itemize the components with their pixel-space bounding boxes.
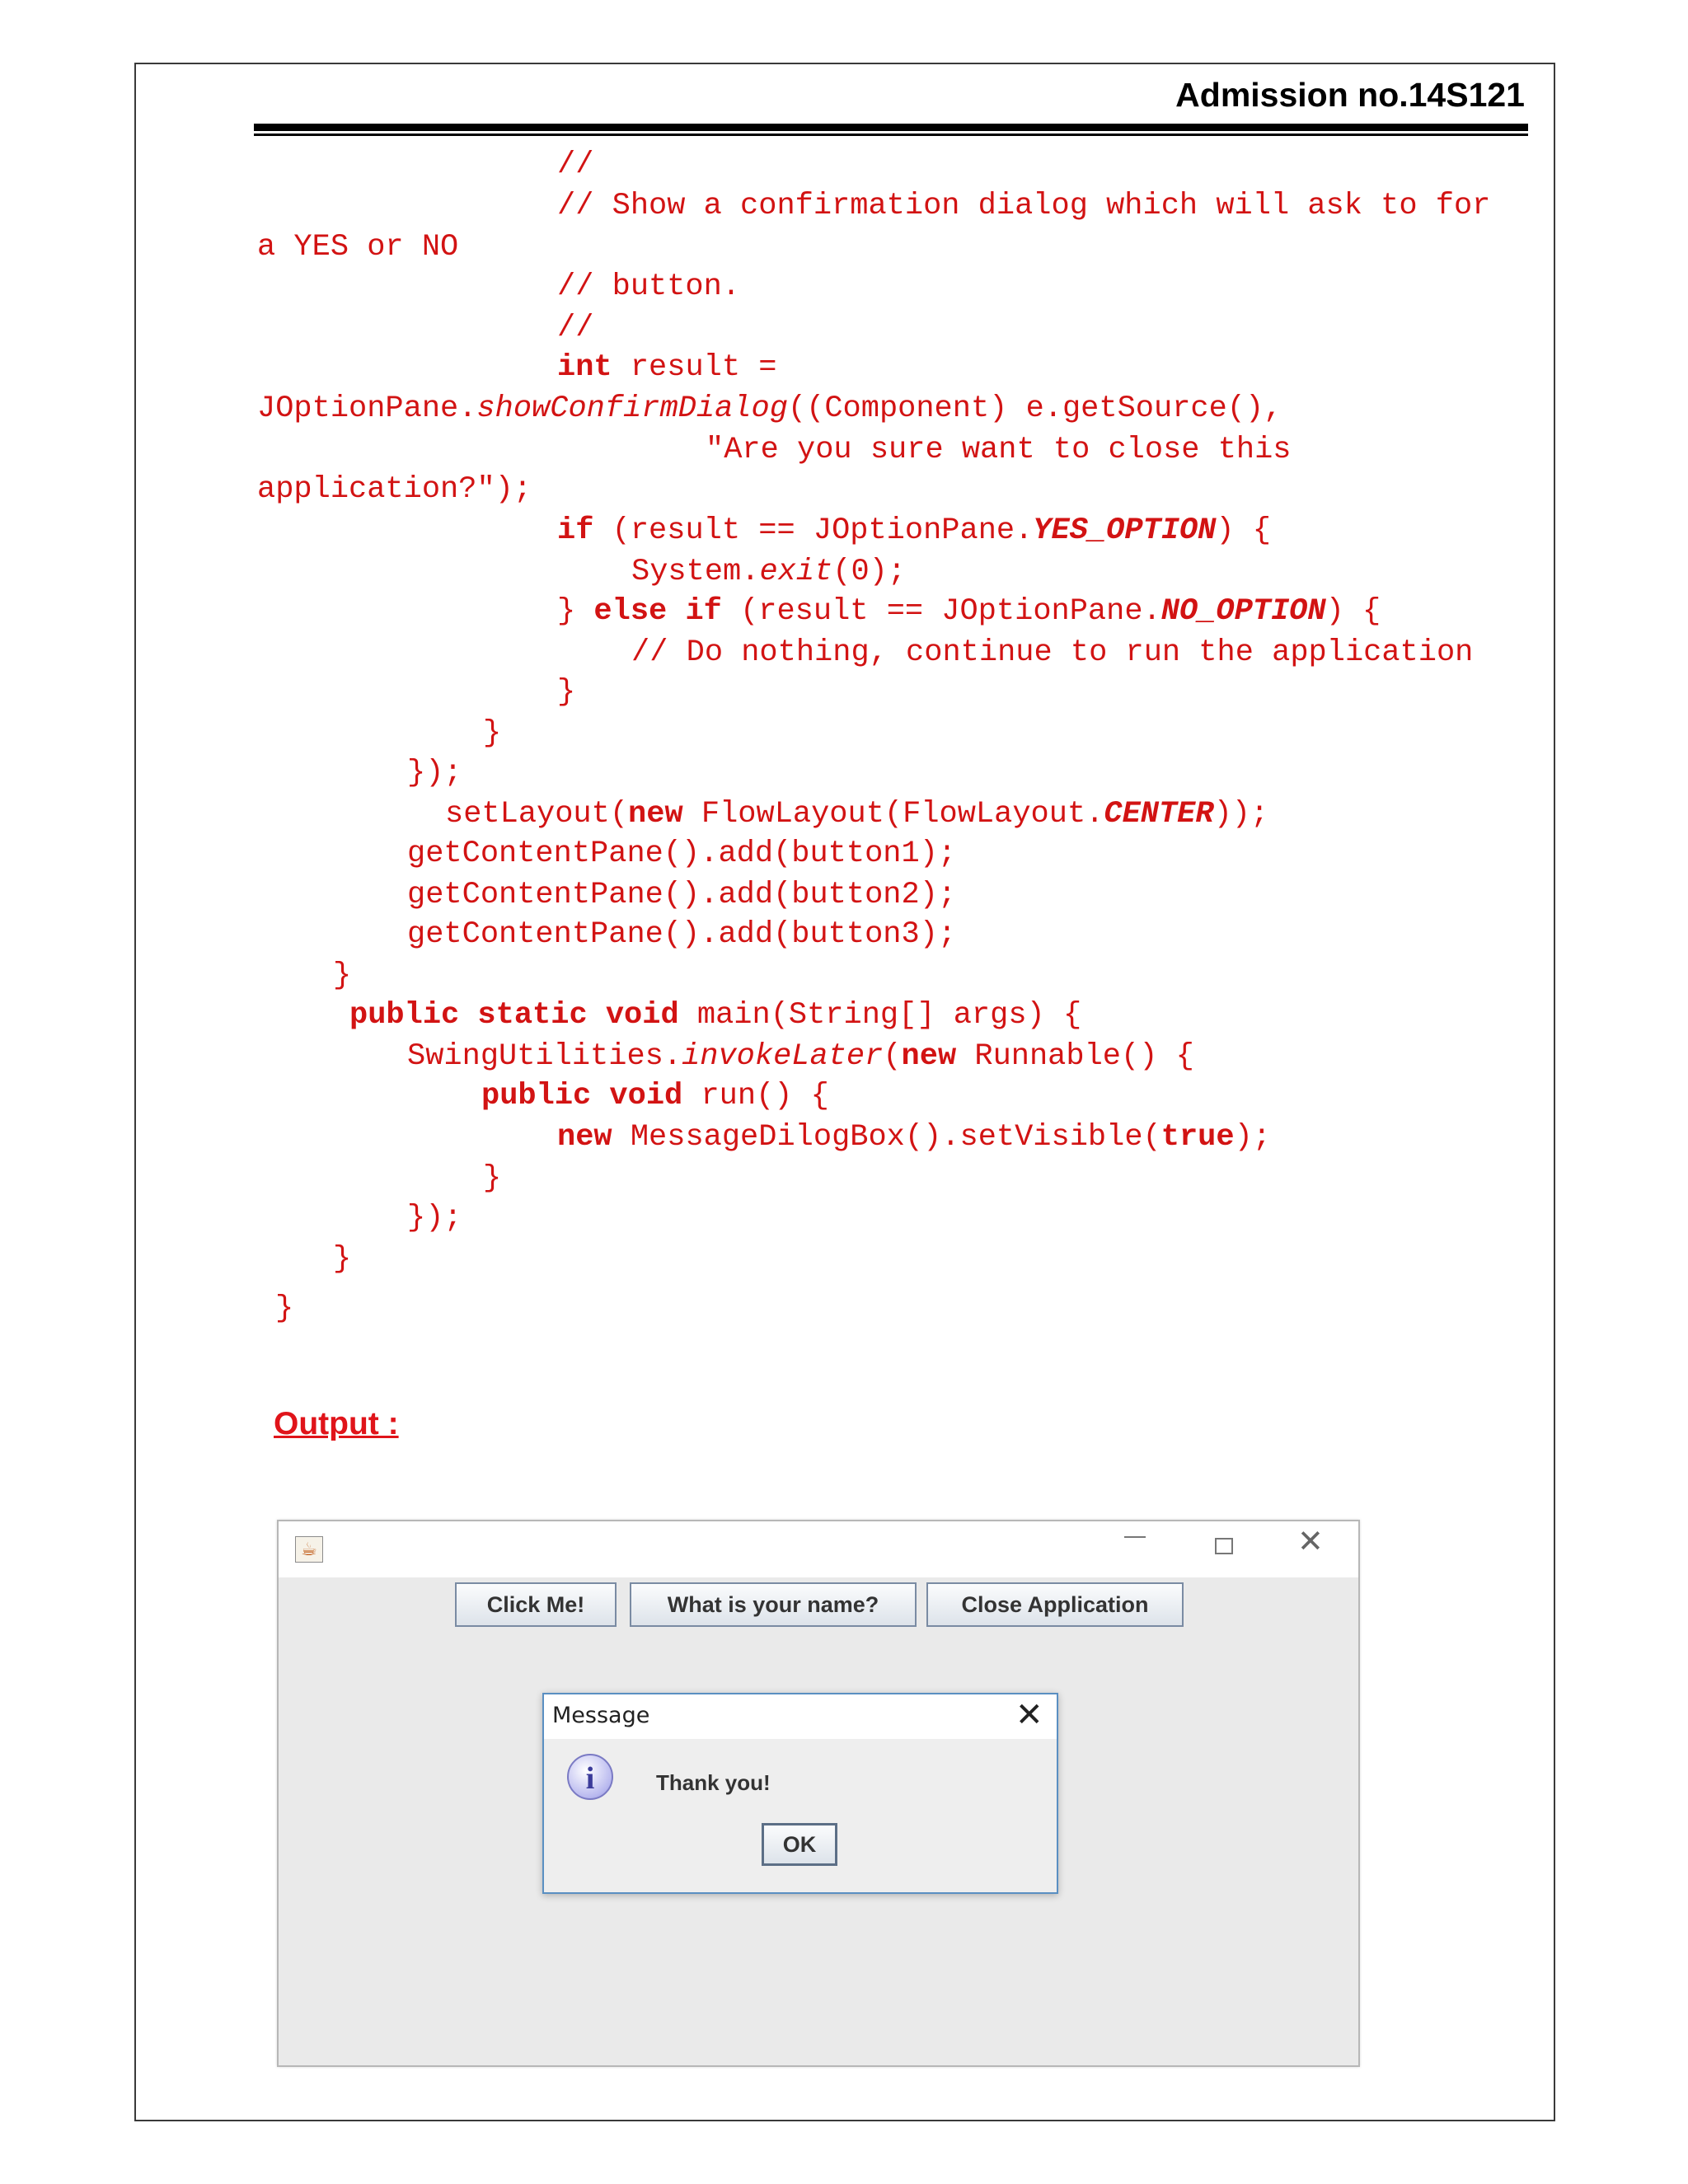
header-rule [254,124,1528,131]
code-line [333,958,351,994]
code-token: exit [759,555,833,589]
code-line [706,432,1292,468]
code-token: invokeLater [682,1039,884,1074]
code-token: new [557,1120,612,1155]
code-line [407,1200,462,1236]
code-token: a YES or NO [257,230,459,265]
code-line [483,715,501,752]
code-token: YES_OPTION [1033,513,1217,548]
code-line [557,310,593,346]
code-token: FlowLayout(FlowLayout. [682,797,1104,832]
code-line [557,147,593,183]
code-token: } [483,1161,502,1196]
code-token: // [557,148,594,182]
code-token: showConfirmDialog [476,391,788,426]
code-token: // Show a confirmation dialog which will ask to for [557,189,1491,223]
code-token: public static void [349,998,679,1033]
code-line [407,836,956,872]
code-token: result = [612,350,777,385]
dialog-titlebar [544,1694,1057,1739]
code-token: else if [593,594,722,629]
code-token: if [557,513,594,548]
message-dialog [542,1693,1058,1894]
code-token: (0); [832,555,907,589]
code-line [257,229,458,265]
code-line [407,755,462,791]
admission-number: Admission no.14S121 [1175,76,1525,114]
code-token: run() { [682,1079,829,1113]
output-label: Output : [274,1406,399,1441]
minimize-icon[interactable] [1124,1536,1146,1538]
code-line [557,674,575,710]
code-token: setLayout( [445,797,629,832]
code-line [481,1078,829,1114]
java-app-icon: ☕ [295,1536,323,1563]
code-line [257,391,1282,427]
code-line [557,349,776,386]
code-token: // [557,311,594,345]
code-token: (result == JOptionPane. [593,513,1034,548]
close-icon[interactable]: ✕ [1297,1523,1324,1559]
code-token: } [483,716,502,751]
code-line [483,1160,501,1197]
code-line [557,1119,1271,1155]
click-me-button[interactable]: Click Me! [455,1582,617,1627]
code-token: } [557,594,594,629]
code-line [257,471,532,508]
code-token: ); [1234,1120,1271,1155]
code-line [557,513,1271,549]
code-token: }); [407,756,462,790]
code-line [407,916,956,953]
dialog-close-icon[interactable]: ✕ [1015,1696,1043,1734]
code-token: ) { [1216,513,1271,548]
code-token: // Do nothing, continue to run the application [631,635,1474,670]
code-line [333,1241,351,1277]
code-line [445,796,1268,832]
code-line [557,269,740,305]
window-titlebar [279,1521,1358,1577]
code-token: int [557,350,612,385]
code-line [557,188,1490,224]
code-line [407,877,956,913]
code-token: } [333,1242,352,1277]
code-token: // button. [557,269,741,304]
code-token: ((Component) e.getSource(), [787,391,1282,426]
code-line [557,593,1381,630]
code-token: } [333,958,352,993]
code-line [275,1291,293,1327]
code-token: System. [631,555,760,589]
code-line [349,997,1081,1033]
code-token: CENTER [1104,797,1214,832]
code-token: public void [481,1079,683,1113]
code-token: true [1160,1120,1235,1155]
code-token: MessageDilogBox().setVisible( [612,1120,1161,1155]
code-token: NO_OPTION [1160,594,1326,629]
code-token: getContentPane().add(button2); [407,878,957,912]
information-icon: i [567,1754,613,1800]
code-token: } [275,1291,294,1326]
code-token: application?"); [257,472,532,507]
code-token: ( [883,1039,902,1074]
code-line [631,635,1473,671]
code-line [407,1038,1194,1075]
code-token: }); [407,1201,462,1235]
dialog-message: Thank you! [656,1770,771,1795]
code-token: new [628,797,683,832]
code-token: getContentPane().add(button3); [407,917,957,952]
code-token: )); [1213,797,1269,832]
close-application-button[interactable]: Close Application [926,1582,1184,1627]
code-token: main(String[] args) { [678,998,1082,1033]
dialog-title: Message [552,1703,650,1728]
code-token: new [901,1039,957,1074]
code-token: Runnable() { [956,1039,1194,1074]
code-token: (result == JOptionPane. [721,594,1161,629]
code-token: ) { [1325,594,1381,629]
code-token: "Are you sure want to close this [706,433,1292,467]
code-token: getContentPane().add(button1); [407,837,957,871]
code-line [631,554,906,590]
code-token: } [557,675,576,710]
ok-button[interactable]: OK [762,1823,837,1866]
maximize-icon[interactable] [1215,1538,1233,1554]
what-is-your-name-button[interactable]: What is your name? [630,1582,917,1627]
code-token: SwingUtilities. [407,1039,682,1074]
code-token: JOptionPane. [257,391,477,426]
header-rule-thin [254,134,1528,136]
